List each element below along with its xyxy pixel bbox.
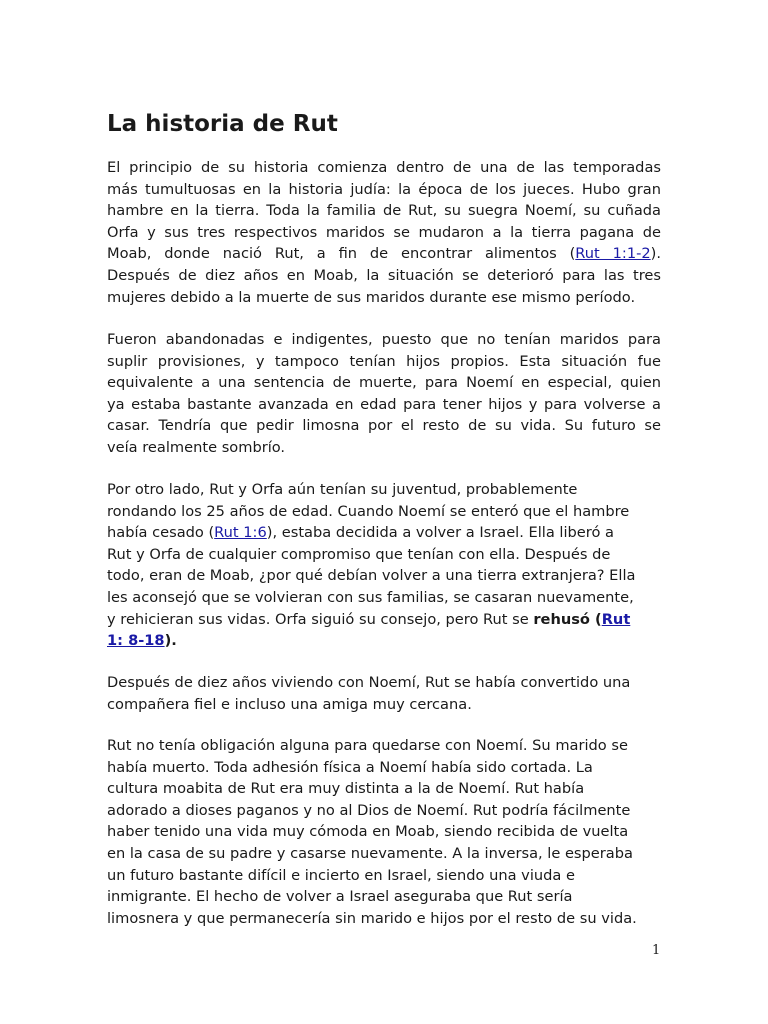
- p1-line-1: El principio de su historia comienza dentro de una de las temporadas: [107, 159, 661, 176]
- p3-line-3: [107, 522, 661, 544]
- p3-bold-rehuso: rehusó (: [533, 610, 602, 628]
- link-rut-1-8-18-part2[interactable]: 1: 8-18: [107, 632, 165, 650]
- p2-line-1: Fueron abandonadas e indigentes, puesto que no tenían maridos para: [107, 331, 661, 348]
- p5-line-7: un futuro bastante difícil e incierto en Israel, siendo una viuda e: [107, 866, 575, 884]
- p5-line-5: haber tenido una vida muy cómoda en Moab, siendo recibida de vuelta: [107, 823, 629, 841]
- p2-line-6: veía realmente sombrío.: [107, 438, 286, 456]
- p3-line-3-text: había cesado (: [107, 524, 215, 542]
- p5-line-3: cultura moabita de Rut era muy distinta a la de Noemí. Rut había: [107, 780, 585, 798]
- document-title: La historia de Rut: [107, 111, 338, 137]
- paragraph-1: [107, 157, 661, 308]
- paragraph-2: [107, 329, 661, 459]
- p4-line-1: Después de diez años viviendo con Noemí, Rut se había convertido una: [107, 674, 631, 691]
- paragraph-4: [107, 672, 661, 715]
- p3-line-1: Por otro lado, Rut y Orfa aún tenían su juventud, probablemente: [107, 481, 578, 498]
- p3-line-6: les aconsejó que se volvieran con sus familias, se casaran nuevamente,: [107, 588, 634, 606]
- p2-line-2: suplir provisiones, y tampoco tenían hijos propios. Esta situación fue: [107, 352, 661, 370]
- p5-line-9: limosnera y que permanecería sin marido e hijos por el resto de su vida.: [107, 909, 637, 927]
- p5-line-1: Rut no tenía obligación alguna para quedarse con Noemí. Su marido se: [107, 737, 628, 754]
- p5-line-4: adorado a dioses paganos y no al Dios de Noemí. Rut podría fácilmente: [107, 801, 631, 819]
- p1-line-5-text: Moab, donde nació Rut, a fin de encontrar alimentos (: [107, 245, 576, 263]
- p1-line-2: más tumultuosas en la historia judía: la época de los jueces. Hubo gran: [107, 180, 661, 198]
- p3-line-8-end: ).: [164, 632, 177, 650]
- p3-line-7-text: y rehicieran sus vidas. Orfa siguió su consejo, pero Rut se: [107, 610, 534, 628]
- p2-line-4: ya estaba bastante avanzada en edad para tener hijos y para volverse a: [107, 395, 661, 413]
- p1-line-6: Después de diez años en Moab, la situación se deterioró para las tres: [107, 266, 661, 284]
- p1-line-3: hambre en la tierra. Toda la familia de Rut, su suegra Noemí, su cuñada: [107, 202, 661, 220]
- p1-line-5: [107, 243, 661, 265]
- link-rut-1-6[interactable]: Rut 1:6: [214, 524, 267, 542]
- p3-line-3-end: ), estaba decidida a volver a Israel. Ella liberó a: [266, 524, 614, 542]
- p1-line-4: Orfa y sus tres respectivos maridos se mudaron a la tierra pagana de: [107, 223, 661, 241]
- p3-line-8: [107, 630, 661, 652]
- p3-line-5: todo, eran de Moab, ¿por qué debían volver a una tierra extranjera? Ella: [107, 567, 636, 585]
- p1-line-5-end: ).: [650, 245, 661, 263]
- p2-line-5: casar. Tendría que pedir limosna por el resto de su vida. Su futuro se: [107, 417, 661, 435]
- p4-line-2: compañera fiel e incluso una amiga muy cercana.: [107, 695, 472, 713]
- page-number: 1: [652, 943, 661, 958]
- p2-line-3: equivalente a una sentencia de muerte, para Noemí en especial, quien: [107, 374, 661, 392]
- link-rut-1-1-2[interactable]: Rut 1:1-2: [575, 245, 651, 263]
- p3-line-2: rondando los 25 años de edad. Cuando Noemí se enteró que el hambre: [107, 502, 630, 520]
- p3-line-7: [107, 609, 661, 631]
- p5-line-2: había muerto. Toda adhesión física a Noemí había sido cortada. La: [107, 758, 593, 776]
- p5-line-6: en la casa de su padre y casarse nuevamente. A la inversa, le esperaba: [107, 844, 633, 862]
- p1-line-7: mujeres debido a la muerte de sus maridos durante ese mismo período.: [107, 288, 636, 306]
- link-rut-1-8-18-part1[interactable]: Rut: [601, 610, 631, 628]
- p3-line-4: Rut y Orfa de cualquier compromiso que tenían con ella. Después de: [107, 545, 611, 563]
- paragraph-5: [107, 735, 661, 929]
- paragraph-3: [107, 479, 661, 652]
- p5-line-8: inmigrante. El hecho de volver a Israel aseguraba que Rut sería: [107, 888, 573, 906]
